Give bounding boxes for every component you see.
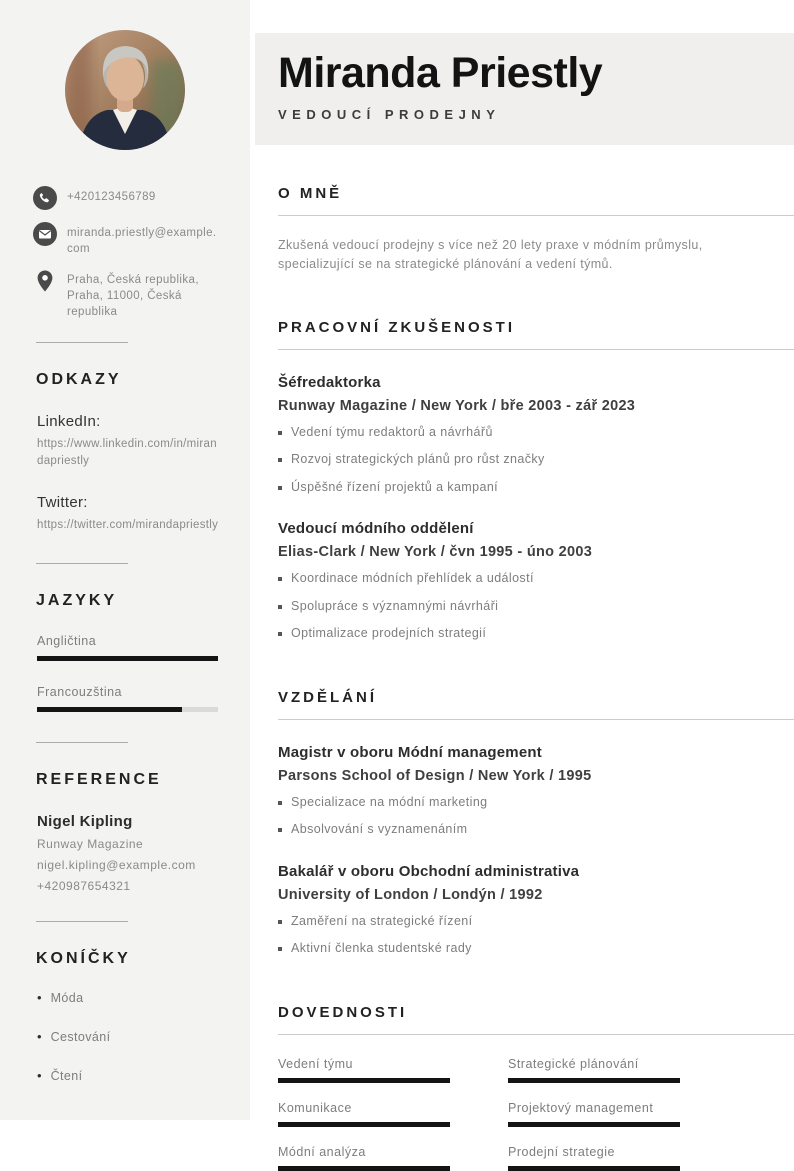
job-meta: Runway Magazine / New York / bře 2003 - zář 2023 xyxy=(278,397,636,414)
reference-phone: +420987654321 xyxy=(37,879,131,894)
sidebar-divider xyxy=(36,342,128,343)
hobby-item: • Cestování xyxy=(37,1029,111,1045)
bullet-item: Úspěšné řízení projektů a kampaní xyxy=(278,479,794,497)
degree-entry xyxy=(278,744,794,839)
bullet-square-icon xyxy=(278,947,282,951)
hobby-item: • Čtení xyxy=(37,1068,83,1084)
education-heading: VZDĚLÁNÍ xyxy=(278,688,377,706)
person-job-title: VEDOUCÍ PRODEJNY xyxy=(278,107,501,122)
skill-item: Komunikace xyxy=(278,1101,450,1127)
email-text[interactable]: miranda.priestly@example.com xyxy=(67,227,217,256)
bullet-square-icon xyxy=(278,605,282,609)
skill-level-bar xyxy=(508,1122,680,1127)
linkedin-label: LinkedIn: xyxy=(37,413,101,431)
job-entry xyxy=(278,520,794,643)
skill-item: Vedení týmu xyxy=(278,1057,450,1083)
bullet-item: Aktivní členka studentské rady xyxy=(278,940,794,958)
sidebar-divider xyxy=(36,563,128,564)
skill-item: Projektový management xyxy=(508,1101,680,1127)
header-band xyxy=(255,33,794,145)
bullet-item: Absolvování s vyznamenáním xyxy=(278,821,794,839)
contact-address-row xyxy=(33,269,222,320)
sidebar-divider xyxy=(36,742,128,743)
location-icon xyxy=(33,269,57,293)
bullet-square-icon xyxy=(278,801,282,805)
linkedin-url[interactable]: https://www.linkedin.com/in/mirandapriestly xyxy=(37,438,217,468)
hobby-item: • Móda xyxy=(37,990,84,1006)
job-title: Vedoucí módního oddělení xyxy=(278,520,474,538)
skills-grid xyxy=(278,1057,794,1171)
contact-info xyxy=(33,186,222,320)
job-bullets xyxy=(278,424,794,497)
job-meta: Elias-Clark / New York / čvn 1995 - úno 2003 xyxy=(278,544,593,561)
bullet-item: Koordinace módních přehlídek a událostí xyxy=(278,570,794,588)
skill-level-bar xyxy=(508,1166,680,1171)
bullet-item: Vedení týmu redaktorů a návrhářů xyxy=(278,424,794,442)
degree-bullets xyxy=(278,913,794,958)
sidebar xyxy=(0,0,250,1120)
hobbies-list xyxy=(37,990,250,1083)
bullet-item: Spolupráce s významnými návrháři xyxy=(278,598,794,616)
skill-level-bar xyxy=(278,1078,450,1083)
bullet-item: Optimalizace prodejních strategií xyxy=(278,625,794,643)
bullet-square-icon xyxy=(278,431,282,435)
experience-heading: PRACOVNÍ ZKUŠENOSTI xyxy=(278,318,516,336)
section-rule xyxy=(278,719,794,720)
main-content xyxy=(255,0,794,1159)
profile-photo xyxy=(65,30,185,150)
skill-level-bar xyxy=(278,1166,450,1171)
skill-item: Prodejní strategie xyxy=(508,1145,680,1171)
about-heading: O MNĚ xyxy=(278,185,343,202)
skill-item: Módní analýza xyxy=(278,1145,450,1171)
skills-heading: DOVEDNOSTI xyxy=(278,1003,408,1021)
degree-meta: University of London / Londýn / 1992 xyxy=(278,886,543,903)
contact-phone-row xyxy=(33,186,222,210)
bullet-item: Specializace na módní marketing xyxy=(278,794,794,812)
bullet-square-icon xyxy=(278,486,282,490)
phone-text: +420123456789 xyxy=(67,191,156,203)
person-name: Miranda Priestly xyxy=(278,49,603,97)
about-section xyxy=(255,185,794,275)
skill-level-bar xyxy=(508,1078,680,1083)
reference-company: Runway Magazine xyxy=(37,837,144,852)
email-icon xyxy=(33,222,57,246)
bullet-square-icon xyxy=(278,577,282,581)
bullet-square-icon xyxy=(278,920,282,924)
section-rule xyxy=(278,349,794,350)
address-text: Praha, Česká republika, Praha, 11000, Česká republika xyxy=(67,274,199,319)
degree-meta: Parsons School of Design / New York / 1995 xyxy=(278,767,592,784)
degree-title: Bakalář v oboru Obchodní administrativa xyxy=(278,862,580,880)
language-level-fill xyxy=(37,656,218,661)
language-level-bar xyxy=(37,656,218,661)
bullet-dot: • xyxy=(37,1029,42,1045)
links-section-heading: ODKAZY xyxy=(36,371,122,389)
about-text: Zkušená vedoucí prodejny s více než 20 lety praxe v módním průmyslu, specializující se na strategické plánování a vedení týmů. xyxy=(278,238,703,272)
hobbies-section-heading: KONÍČKY xyxy=(36,950,131,968)
job-entry xyxy=(278,374,794,497)
language-level-fill xyxy=(37,707,182,712)
reference-email[interactable]: nigel.kipling@example.com xyxy=(37,858,196,873)
education-section xyxy=(255,689,794,958)
twitter-label: Twitter: xyxy=(37,493,88,511)
section-rule xyxy=(278,1034,794,1035)
degree-entry xyxy=(278,863,794,958)
skills-section xyxy=(255,1004,794,1171)
reference-name: Nigel Kipling xyxy=(37,813,133,831)
bullet-dot: • xyxy=(37,990,42,1006)
languages-section-heading: JAZYKY xyxy=(36,592,118,610)
sidebar-divider xyxy=(36,921,128,922)
skill-level-bar xyxy=(278,1122,450,1127)
degree-bullets xyxy=(278,794,794,839)
bullet-item: Rozvoj strategických plánů pro růst značky xyxy=(278,451,794,469)
experience-section xyxy=(255,319,794,643)
twitter-url[interactable]: https://twitter.com/mirandapriestly xyxy=(37,518,219,531)
bullet-dot: • xyxy=(37,1068,42,1084)
bullet-square-icon xyxy=(278,632,282,636)
job-title: Šéfredaktorka xyxy=(278,373,381,391)
degree-title: Magistr v oboru Módní management xyxy=(278,743,542,761)
skill-item: Strategické plánování xyxy=(508,1057,680,1083)
contact-email-row xyxy=(33,222,222,257)
phone-icon xyxy=(33,186,57,210)
section-rule xyxy=(278,215,794,216)
language-name: Angličtina xyxy=(37,634,97,649)
references-section-heading: REFERENCE xyxy=(36,771,162,789)
job-bullets xyxy=(278,570,794,643)
language-level-bar xyxy=(37,707,218,712)
profile-photo-illustration xyxy=(65,30,185,150)
bullet-item: Zaměření na strategické řízení xyxy=(278,913,794,931)
bullet-square-icon xyxy=(278,458,282,462)
bullet-square-icon xyxy=(278,828,282,832)
language-name: Francouzština xyxy=(37,685,123,700)
